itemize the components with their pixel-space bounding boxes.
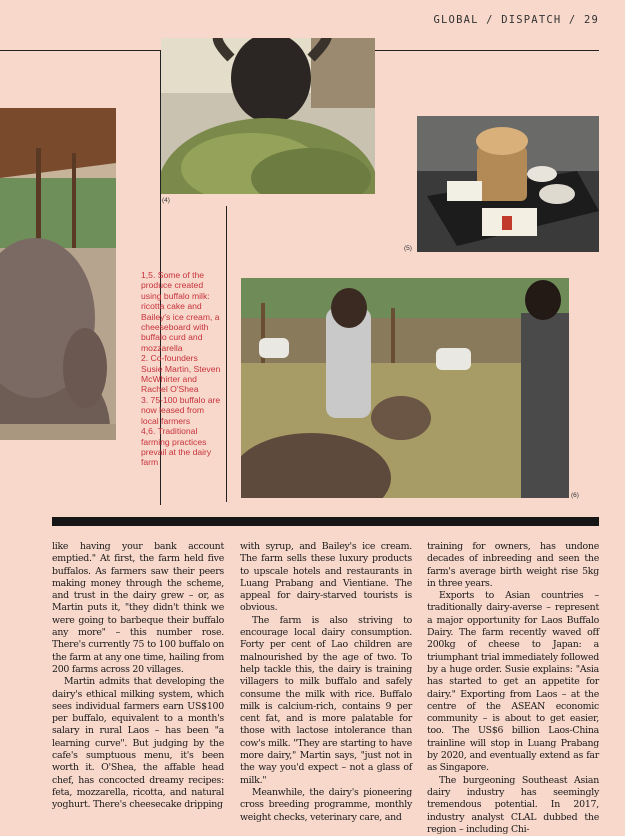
body-column-2 bbox=[240, 541, 412, 824]
paragraph: with syrup, and Bailey's ice cream. The farm sells these luxury products to upscale hotels and restaurants in Luang Prabang and Vientiane. The appeal for dairy-starved tourists is obvious. bbox=[240, 541, 412, 614]
photo-6-number: (6) bbox=[571, 492, 579, 499]
section-divider-bar bbox=[52, 517, 599, 526]
photo-captions bbox=[141, 270, 221, 468]
paragraph: The farm is also striving to encourage local dairy consumption. Forty per cent of Lao children are malnourished by the age of two. To help tackle this, the dairy is training villagers to milk buffalo and safely consume the milk with rice. Buffalo milk is calcium-rich, contains 9 per cent fat, and is more palatable for those with lactose intolerance than cow's milk. "They are starting to have more dairy," Martin says, "just not in the way you'd expect – not a glass of milk." bbox=[240, 614, 412, 786]
photo-4-buffalo-eating bbox=[161, 38, 375, 194]
body-column-3 bbox=[427, 541, 599, 836]
caption-item: 1,5. Some of the produce created using buffalo milk: ricotta cake and Bailey's ice cream, a cheeseboard with buffalo curd and mozzarella bbox=[141, 270, 220, 353]
paragraph: The burgeoning Southeast Asian dairy industry has seemingly tremendous potential. In 2017, industry analyst CLAL dubbed the region – including Chi- bbox=[427, 774, 599, 835]
caption-item: 2. Co-founders Susie Martin, Steven McWhirter and Rachel O'Shea bbox=[141, 353, 221, 395]
paragraph: Meanwhile, the dairy's pioneering cross breeding programme, monthly weight checks, veterinary care, and bbox=[240, 786, 412, 823]
paragraph: Exports to Asian countries – traditionally dairy-averse – represent a major opportunity for Laos Buffalo Dairy. The farm recently waved off 200kg of cheese to Japan: a triumphant trial immediately followed by a huge order. Susie explains: "Asia has started to get an appetite for dairy." Exporting from Laos – at the centre of the ASEAN economic community – is about to get easier, too. The US$6 billion Laos-China trainline will stop in Luang Prabang by 2020, and eventually extend as far as Singapore. bbox=[427, 590, 599, 774]
caption-rule bbox=[226, 206, 227, 502]
caption-item: 4,6. Traditional farming practices prevail at the dairy farm bbox=[141, 426, 212, 468]
paragraph: like having your bank account emptied." At first, the farm held five buffalos. As farmers saw their peers making money through the scheme, and trust in the dairy grew – or, as Martin puts it, "they didn't think we were going to barbeque their buffalo any more" – this number rose. There's currently 75 to 100 buffalo on the farm at any one time, hailing from 200 farms across 20 villages. bbox=[52, 541, 224, 675]
photo-4-number: (4) bbox=[162, 197, 170, 204]
photo-5-cheeseboard bbox=[417, 116, 599, 252]
photo-buffalo-shed bbox=[0, 108, 116, 440]
paragraph: training for owners, has undone decades of inbreeding and seen the farm's average birth weight rise 5kg in three years. bbox=[427, 541, 599, 589]
page-header: GLOBAL / DISPATCH / 29 bbox=[433, 14, 599, 26]
body-column-1 bbox=[52, 541, 224, 812]
caption-item: 3. 75-100 buffalo are now leased from local farmers bbox=[141, 394, 221, 426]
photo-6-bottle-feeding bbox=[241, 278, 569, 498]
photo-5-number: (5) bbox=[404, 245, 412, 252]
paragraph: Martin admits that developing the dairy's ethical milking system, which sees individual farmers earn US$100 per buffalo, equivalent to a month's salary in rural Laos – has been "a learning curve". But judging by the cafe's sumptuous menu, it's been worth it. O'Shea, the affable head chef, has concocted dreamy recipes: feta, mozzarella, ricotta, and natural yoghurt. There's cheesecake dripping bbox=[52, 676, 224, 811]
